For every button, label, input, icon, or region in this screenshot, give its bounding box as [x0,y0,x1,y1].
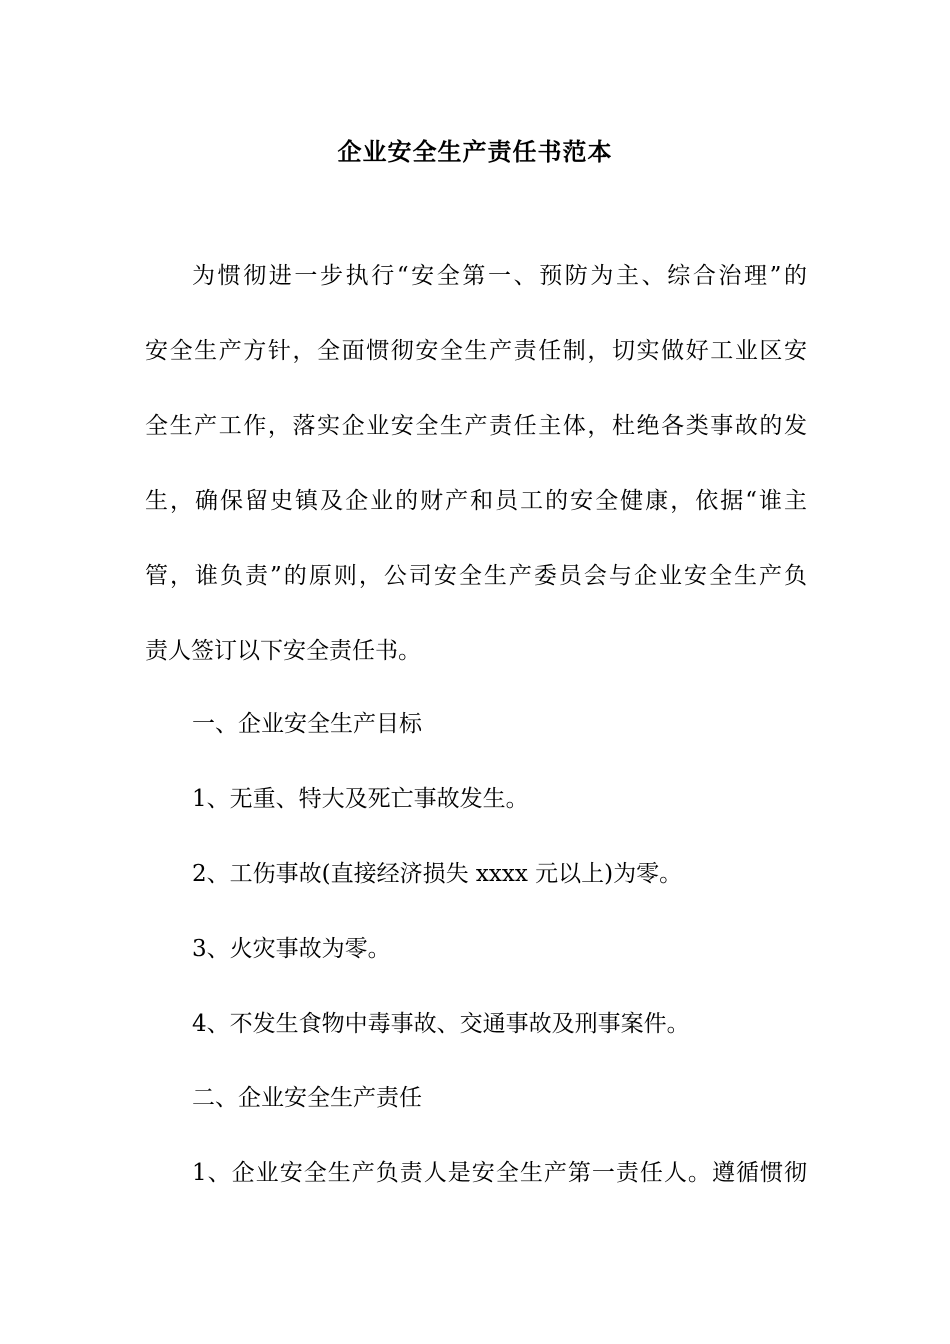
paragraph-line: 生，确保留史镇及企业的财产和员工的安全健康，依据“谁主 [145,488,807,514]
list-item: 1、无重、特大及死亡事故发生。 [192,786,529,812]
list-item: 2、工伤事故(直接经济损失 xxxx 元以上)为零。 [192,861,683,887]
paragraph-line: 管，谁负责”的原则，公司安全生产委员会与企业安全生产负 [145,563,807,589]
document-title: 企业安全生产责任书范本 [337,137,613,166]
paragraph-line: 为惯彻进一步执行“安全第一、预防为主、综合治理”的 [192,263,807,289]
section-heading: 二、企业安全生产责任 [192,1085,422,1111]
section-heading: 一、企业安全生产目标 [192,711,422,737]
list-item: 1、企业安全生产负责人是安全生产第一责任人。遵循惯彻 [192,1160,807,1186]
list-item: 4、不发生食物中毒事故、交通事故及刑事案件。 [192,1011,690,1037]
paragraph-line: 责人签订以下安全责任书。 [145,638,421,664]
paragraph-line: 安全生产方针，全面惯彻安全生产责任制，切实做好工业区安 [145,338,807,364]
paragraph-line: 全生产工作，落实企业安全生产责任主体，杜绝各类事故的发 [145,413,807,439]
list-item: 3、火灾事故为零。 [192,936,391,962]
